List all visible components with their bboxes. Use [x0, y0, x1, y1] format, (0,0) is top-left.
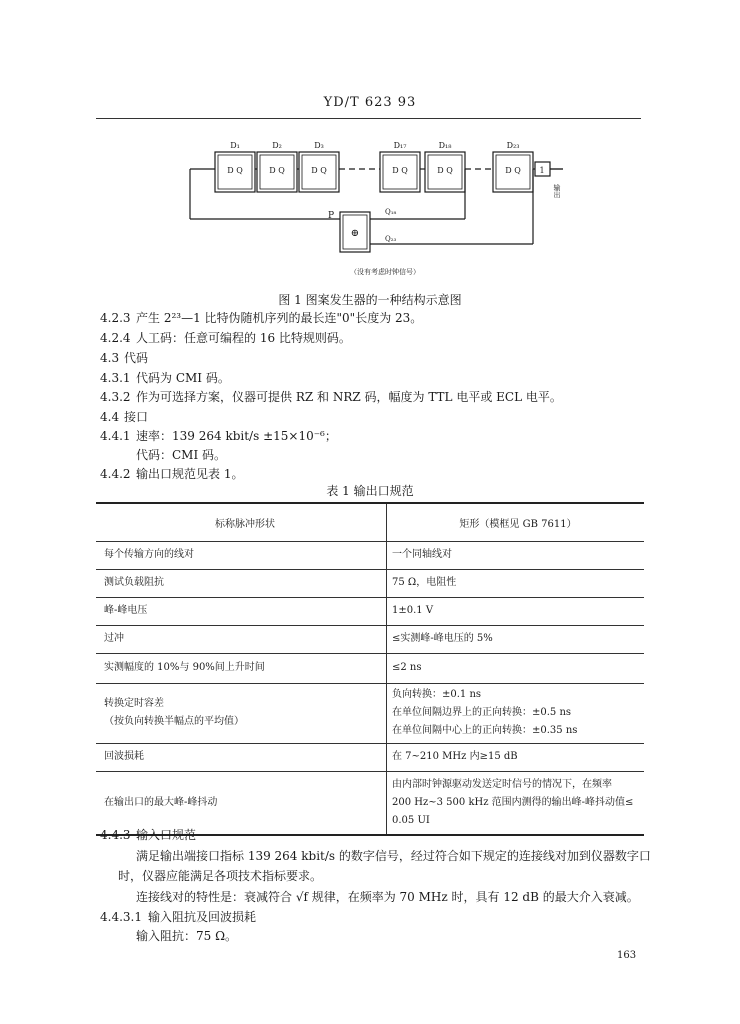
page-header: YD/T 623 93 — [323, 95, 417, 110]
flipflop-dq: D Q — [269, 166, 285, 175]
section-number: 4.4.2 — [100, 467, 131, 481]
q23-label: Q₂₃ — [385, 235, 397, 243]
paragraph-line — [136, 889, 639, 905]
paragraph-text: 代码：CMI 码。 — [136, 448, 227, 462]
paragraph-text: 代码 — [124, 351, 149, 365]
paragraph-text: 输入阻抗及回波损耗 — [148, 910, 257, 924]
value-cell: 负向转换：±0.1 ns 在单位间隔边界上的正向转换：±0.5 ns 在单位间隔中心上的正向转换：±0.35 ns — [387, 683, 645, 743]
header-rule — [96, 118, 641, 119]
section-number: 4.2.4 — [100, 331, 131, 345]
paragraph-line — [100, 466, 243, 482]
table-row — [96, 541, 644, 569]
paragraph-line — [100, 428, 337, 444]
paragraph-line — [118, 868, 322, 884]
p-label: P — [328, 211, 335, 221]
flipflop-label: D₃ — [314, 141, 324, 150]
q18-label: Q₁₈ — [385, 208, 397, 216]
paragraph-text: 代码为 CMI 码。 — [136, 371, 230, 385]
section-number: 4.3.1 — [100, 371, 131, 385]
paragraph-text: 产生 2²³—1 比特伪随机序列的最长连"0"长度为 23。 — [136, 311, 423, 325]
param-cell: 回波损耗 — [96, 743, 387, 771]
paragraph-line — [100, 389, 562, 405]
figure-note: （没有考虑时钟信号） — [350, 268, 420, 276]
value-cell: 一个同轴线对 — [387, 541, 645, 569]
flipflop-label: D₁ — [230, 141, 240, 150]
table-row — [96, 569, 644, 597]
param-cell: 过冲 — [96, 625, 387, 653]
output-label: 输出 — [553, 184, 561, 198]
param-cell: 实测幅度的 10%与 90%间上升时间 — [96, 653, 387, 683]
param-cell: 在输出口的最大峰-峰抖动 — [96, 771, 387, 835]
table-row — [96, 683, 644, 743]
shift-register-diagram — [175, 132, 595, 282]
table-header-param: 标称脉冲形状 — [96, 503, 387, 541]
paragraph-line — [100, 330, 351, 346]
section-number: 4.4.3.1 — [100, 910, 142, 924]
paragraph-text: 速率：139 264 kbit/s ±15×10⁻⁶； — [136, 429, 337, 443]
output-spec-table — [96, 502, 644, 836]
section-number: 4.4.1 — [100, 429, 131, 443]
table-row — [96, 597, 644, 625]
param-cell: 峰-峰电压 — [96, 597, 387, 625]
paragraph-text: 输出口规范见表 1。 — [136, 467, 244, 481]
section-number: 4.4.3 — [100, 828, 131, 842]
table-title: 表 1 输出口规范 — [326, 484, 414, 498]
value-cell: 75 Ω，电阻性 — [387, 569, 645, 597]
param-cell: 测试负载阻抗 — [96, 569, 387, 597]
value-cell: ≤实测峰-峰电压的 5% — [387, 625, 645, 653]
flipflop-dq: D Q — [437, 166, 453, 175]
table-header-value: 矩形（模框见 GB 7611） — [387, 503, 645, 541]
section-number: 4.4 — [100, 410, 120, 424]
page-number: 163 — [617, 950, 637, 961]
figure-caption: 图 1 图案发生器的一种结构示意图 — [278, 293, 462, 307]
output-box-label: 1 — [539, 166, 545, 175]
section-number: 4.3 — [100, 351, 120, 365]
param-cell: 每个传输方向的线对 — [96, 541, 387, 569]
table-row — [96, 625, 644, 653]
flipflop-label: D₂ — [272, 141, 282, 150]
paragraph-text: 接口 — [124, 410, 149, 424]
flipflop-dq: D Q — [311, 166, 327, 175]
section-number: 4.2.3 — [100, 311, 131, 325]
paragraph-line — [100, 909, 256, 925]
table-row — [96, 653, 644, 683]
flipflop-label: D₁₇ — [393, 141, 407, 150]
xor-symbol: ⊕ — [350, 228, 360, 239]
paragraph-text: 输入口规范 — [136, 828, 197, 842]
paragraph-line — [100, 310, 422, 326]
paragraph-line — [100, 370, 230, 386]
paragraph-text: 作为可选择方案，仪器可提供 RZ 和 NRZ 码，幅度为 TTL 电平或 ECL 电平。 — [136, 390, 562, 404]
value-cell: 在 7~210 MHz 内≥15 dB — [387, 743, 645, 771]
value-cell: 1±0.1 V — [387, 597, 645, 625]
paragraph-line — [100, 409, 148, 425]
paragraph-line — [136, 848, 651, 864]
flipflop-dq: D Q — [392, 166, 408, 175]
paragraph-text: 时，仪器应能满足各项技术指标要求。 — [118, 869, 323, 883]
flipflop-label: D₁₈ — [438, 141, 452, 150]
paragraph-text: 满足输出端接口指标 139 264 kbit/s 的数字信号，经过符合如下规定的连接线对加到仪器数字口 — [136, 849, 651, 863]
table-row — [96, 771, 644, 835]
paragraph-text: 人工码：任意可编程的 16 比特规则码。 — [136, 331, 351, 345]
paragraph-line — [136, 447, 226, 463]
paragraph-line — [136, 928, 237, 944]
paragraph-line — [100, 827, 196, 843]
flipflop-label: D₂₃ — [506, 141, 520, 150]
value-cell: 由内部时钟源驱动发送定时信号的情况下，在频率 200 Hz~3 500 kHz 范围内测得的输出峰-峰抖动值≤ 0.05 UI — [387, 771, 645, 835]
flipflop-dq: D Q — [227, 166, 243, 175]
flipflop-dq: D Q — [505, 166, 521, 175]
param-cell: 转换定时容差 （按负向转换半幅点的平均值） — [96, 683, 387, 743]
paragraph-text: 输入阻抗：75 Ω。 — [136, 929, 238, 943]
value-cell: ≤2 ns — [387, 653, 645, 683]
paragraph-line — [100, 350, 148, 366]
section-number: 4.3.2 — [100, 390, 131, 404]
paragraph-text: 连接线对的特性是：衰减符合 √f 规律，在频率为 70 MHz 时，具有 12 dB 的最大介入衰减。 — [136, 890, 639, 904]
table-row — [96, 743, 644, 771]
